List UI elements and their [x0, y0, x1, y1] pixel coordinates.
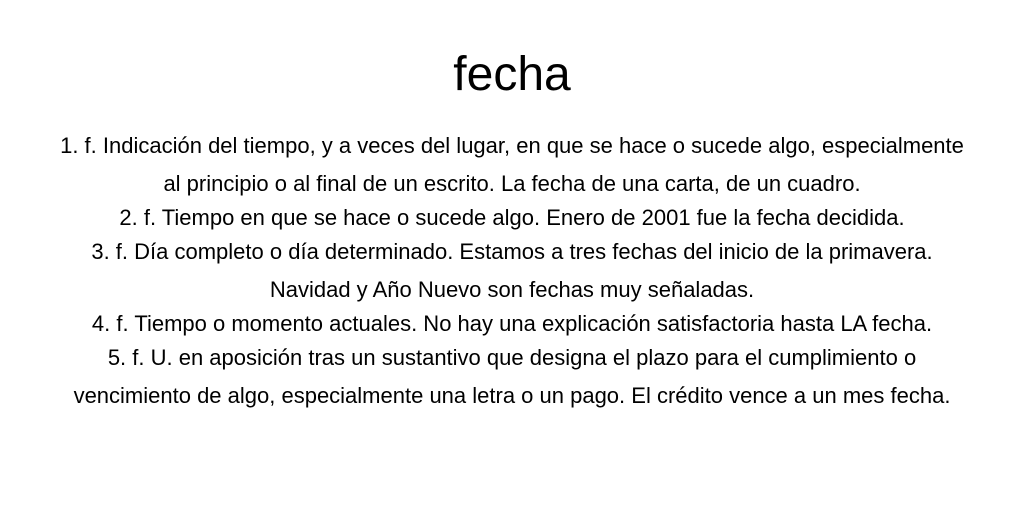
definition-list	[52, 127, 972, 411]
definition-1: 1. f. Indicación del tiempo, y a veces del lugar, en que se hace o sucede algo, especialmente al principio o al final de un escrito. La fecha de una carta, de un cuadro.	[60, 133, 964, 196]
headword-title: fecha	[453, 48, 571, 101]
definition-5: 5. f. U. en aposición tras un sustantivo que designa el plazo para el cumplimiento o vencimiento de algo, especialmente una letra o un pago. El crédito vence a un mes fecha.	[73, 345, 951, 408]
definition-4: 4. f. Tiempo o momento actuales. No hay una explicación satisfactoria hasta LA fecha.	[91, 311, 933, 336]
definition-2: 2. f. Tiempo en que se hace o sucede algo. Enero de 2001 fue la fecha decidida.	[119, 205, 905, 230]
definition-3: 3. f. Día completo o día determinado. Estamos a tres fechas del inicio de la primavera. Navidad y Año Nuevo son fechas muy señaladas.	[91, 239, 933, 302]
